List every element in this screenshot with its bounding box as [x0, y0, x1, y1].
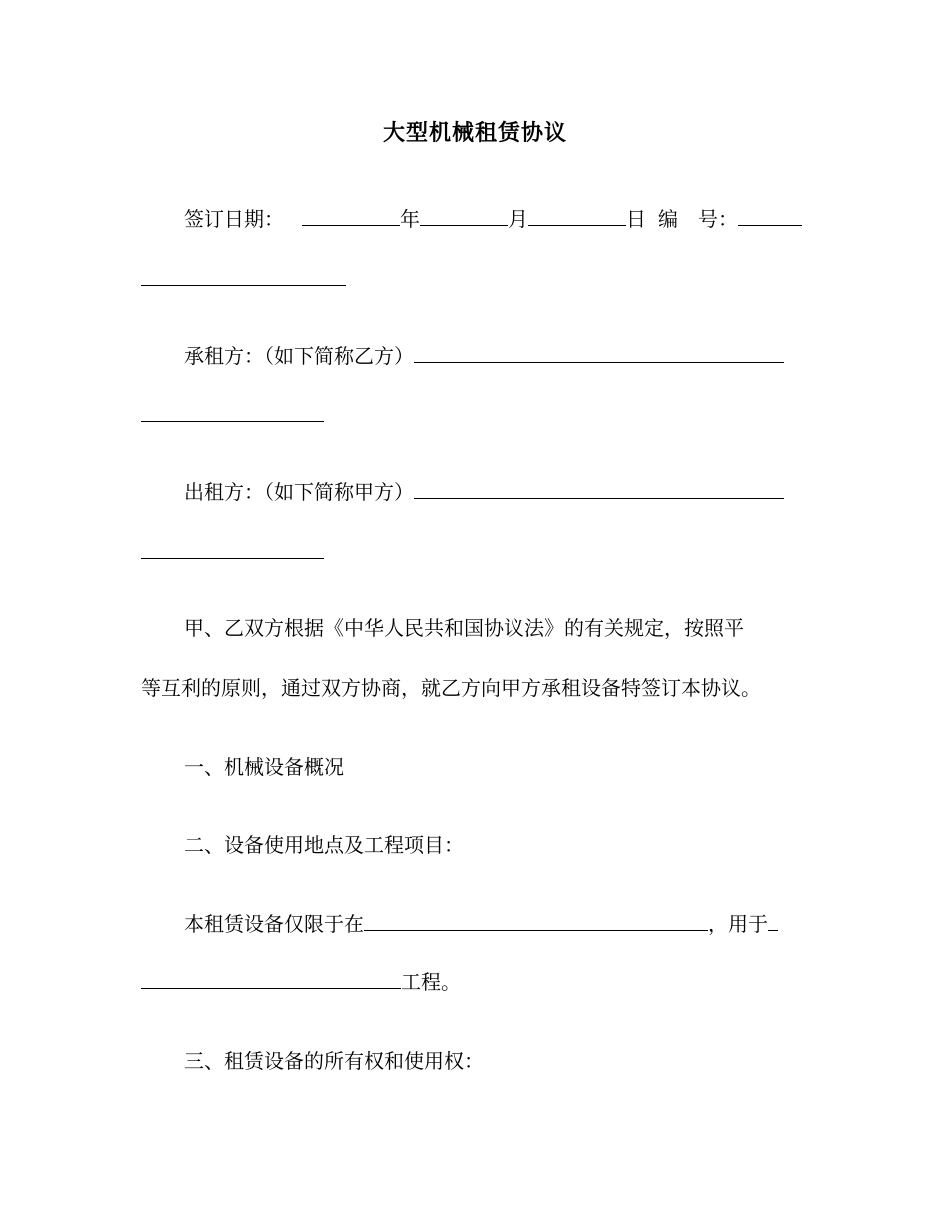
sign-date-label: 签订日期： [184, 207, 284, 231]
lessee-blank[interactable] [414, 342, 784, 363]
project-suffix: 工程。 [401, 970, 461, 994]
lessee-blank-continuation[interactable] [141, 421, 324, 422]
location-middle: ，用于 [708, 912, 768, 936]
number-blank-continuation[interactable] [141, 285, 346, 286]
number-blank[interactable] [738, 205, 802, 226]
location-prefix: 本租赁设备仅限于在 [184, 912, 364, 936]
project-blank[interactable] [141, 968, 401, 989]
location-line [184, 909, 778, 939]
month-blank[interactable] [420, 205, 508, 226]
day-blank[interactable] [528, 205, 626, 226]
number-label: 编 号： [658, 207, 738, 231]
lessor-line [184, 477, 784, 507]
project-line [141, 967, 461, 997]
sign-date-line [184, 204, 802, 234]
lessor-blank[interactable] [414, 478, 784, 499]
lessor-blank-continuation[interactable] [141, 558, 324, 559]
day-char: 日 [626, 207, 646, 231]
lessor-label: 出租方：（如下简称甲方） [184, 480, 414, 504]
lessee-line [184, 341, 784, 371]
intro-paragraph-line1: 甲、乙双方根据《中华人民共和国协议法》的有关规定，按照平 [184, 616, 744, 640]
lessee-label: 承租方：（如下简称乙方） [184, 344, 414, 368]
document-title: 大型机械租赁协议 [382, 120, 567, 146]
month-char: 月 [508, 207, 528, 231]
section-1-heading: 一、机械设备概况 [184, 755, 344, 779]
section-2-heading: 二、设备使用地点及工程项目： [184, 833, 464, 857]
year-blank[interactable] [302, 205, 400, 226]
section-3-heading: 三、租赁设备的所有权和使用权： [184, 1049, 484, 1073]
intro-paragraph-line2: 等互利的原则，通过双方协商，就乙方向甲方承租设备特签订本协议。 [141, 676, 761, 700]
location-blank[interactable] [364, 910, 708, 931]
year-char: 年 [400, 207, 420, 231]
project-blank-start[interactable] [768, 910, 778, 931]
